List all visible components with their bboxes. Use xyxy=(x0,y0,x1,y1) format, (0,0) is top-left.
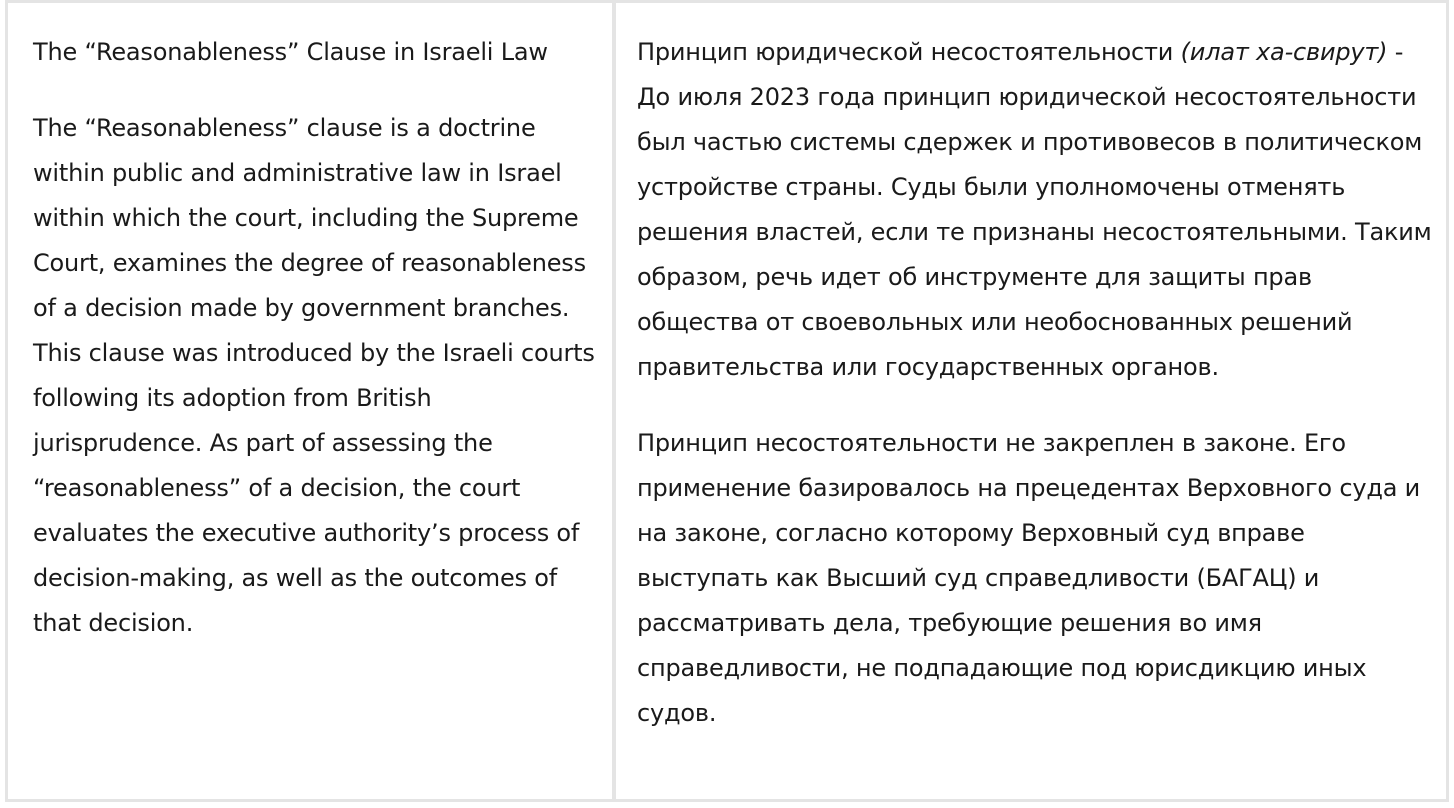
russian-paragraph-2: Принцип несостоятельности не закреплен в законе. Его применение базировалось на прецедентах Верховного суда и на законе, согласно которому Верховный суд вправе выступать как Высший суд справедливости (БАГАЦ) и рассматривать дела, требующие решения во имя справедливости, не подпадающие под юрисдикцию иных судов. xyxy=(637,429,1421,727)
russian-column xyxy=(637,3,1437,736)
english-column xyxy=(33,3,608,646)
russian-paragraph-1-text: - До июля 2023 года принцип юридической несостоятельности был частью системы сдержек и противовесов в политическом устройстве страны. Суды были уполномочены отменять решения властей, если те признаны несостоятельными. Таким образом, речь идет об инструменте для защиты прав общества от своевольных или необоснованных решений правительства или государственных органов. xyxy=(637,38,1432,381)
english-title: The “Reasonableness” Clause in Israeli Law xyxy=(33,38,548,66)
russian-paragraph-1 xyxy=(637,30,1437,390)
russian-italic-term: (илат ха-свирут) xyxy=(1180,38,1388,66)
english-paragraph: The “Reasonableness” clause is a doctrine within public and administrative law in Israel within which the court, including the Supreme Court, examines the degree of reasonableness of a decision made by government branches. This clause was introduced by the Israeli courts following its adoption from British jurisprudence. As part of assessing the “reasonableness” of a decision, the court evaluates the executive authority’s process of decision-making, as well as the outcomes of that decision. xyxy=(33,114,595,637)
russian-lead-text: Принцип юридической несостоятельности xyxy=(637,38,1181,66)
translation-table xyxy=(5,0,1449,802)
column-divider xyxy=(612,3,616,799)
